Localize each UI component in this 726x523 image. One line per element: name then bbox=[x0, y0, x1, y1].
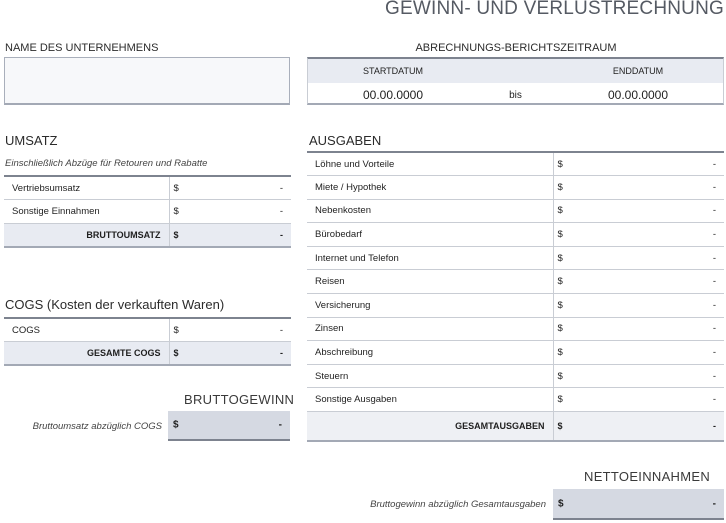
table-row bbox=[307, 294, 724, 318]
total-row bbox=[4, 223, 291, 247]
currency-symbol: $ bbox=[557, 394, 563, 406]
currency-symbol: $ bbox=[173, 324, 179, 336]
amount-value: - bbox=[279, 205, 283, 217]
row-amount-cell[interactable] bbox=[169, 318, 291, 342]
row-label: Versicherung bbox=[307, 294, 553, 318]
table-row bbox=[307, 246, 724, 270]
row-label: COGS bbox=[4, 318, 169, 342]
period-header-row bbox=[308, 59, 723, 83]
currency-symbol: $ bbox=[557, 252, 563, 264]
table-row bbox=[307, 270, 724, 294]
total-label: GESAMTE COGS bbox=[4, 342, 169, 366]
currency-symbol: $ bbox=[557, 370, 563, 382]
table-row bbox=[4, 318, 291, 342]
row-label: Sonstige Ausgaben bbox=[307, 388, 553, 412]
table-row bbox=[307, 317, 724, 341]
row-amount-cell[interactable] bbox=[553, 341, 724, 365]
amount-value: - bbox=[712, 252, 716, 264]
start-date-label: STARTDATUM bbox=[363, 66, 423, 76]
currency-symbol: $ bbox=[173, 182, 179, 194]
amount-value: - bbox=[713, 420, 716, 431]
currency-symbol: $ bbox=[173, 229, 179, 240]
amount-value: - bbox=[279, 182, 283, 194]
currency-symbol: $ bbox=[173, 419, 179, 431]
amount-value: - bbox=[712, 229, 716, 241]
expenses-table bbox=[307, 151, 724, 442]
gross-profit-value: - bbox=[278, 419, 282, 431]
total-label: GESAMTAUSGABEN bbox=[307, 412, 553, 441]
page-title: GEWINN- UND VERLUSTRECHNUNG bbox=[385, 0, 724, 19]
amount-value: - bbox=[712, 370, 716, 382]
row-amount-cell[interactable] bbox=[553, 246, 724, 270]
total-row bbox=[4, 342, 291, 366]
company-name-label: NAME DES UNTERNEHMENS bbox=[5, 42, 159, 54]
gross-profit-heading: BRUTTOGEWINN bbox=[184, 392, 295, 407]
net-income-note: Bruttogewinn abzüglich Gesamtausgaben bbox=[370, 499, 546, 510]
row-label: Sonstige Einnahmen bbox=[4, 200, 169, 224]
net-income-box bbox=[553, 489, 724, 520]
amount-value: - bbox=[712, 181, 716, 193]
amount-value: - bbox=[712, 158, 716, 170]
amount-value: - bbox=[280, 348, 283, 359]
currency-symbol: $ bbox=[557, 205, 563, 217]
currency-symbol: $ bbox=[557, 323, 563, 335]
amount-value: - bbox=[279, 324, 283, 336]
amount-value: - bbox=[712, 299, 716, 311]
currency-symbol: $ bbox=[557, 299, 563, 311]
end-date-input[interactable]: 00.00.0000 bbox=[607, 88, 669, 102]
row-label: Reisen bbox=[307, 270, 553, 294]
row-amount-cell[interactable] bbox=[553, 364, 724, 388]
table-row bbox=[307, 199, 724, 223]
row-label: Vertriebsumsatz bbox=[4, 176, 169, 200]
currency-symbol: $ bbox=[558, 498, 564, 509]
currency-symbol: $ bbox=[557, 229, 563, 241]
table-row bbox=[4, 176, 291, 200]
net-income-heading: NETTOEINNAHMEN bbox=[584, 469, 711, 484]
amount-value: - bbox=[712, 323, 716, 335]
currency-symbol: $ bbox=[557, 420, 563, 431]
table-row bbox=[307, 152, 724, 176]
row-amount-cell[interactable] bbox=[553, 152, 724, 176]
table-row bbox=[4, 200, 291, 224]
amount-value: - bbox=[712, 205, 716, 217]
currency-symbol: $ bbox=[173, 205, 179, 217]
amount-value: - bbox=[712, 347, 716, 359]
row-label: Internet und Telefon bbox=[307, 246, 553, 270]
amount-value: - bbox=[280, 229, 283, 240]
row-label: Steuern bbox=[307, 364, 553, 388]
currency-symbol: $ bbox=[557, 181, 563, 193]
period-panel bbox=[307, 57, 724, 105]
table-row bbox=[307, 341, 724, 365]
start-date-input[interactable]: 00.00.0000 bbox=[362, 88, 424, 102]
period-label: ABRECHNUNGS-BERICHTSZEITRAUM bbox=[415, 42, 617, 54]
row-label: Zinsen bbox=[307, 317, 553, 341]
row-amount-cell[interactable] bbox=[169, 176, 291, 200]
row-label: Bürobedarf bbox=[307, 223, 553, 247]
gross-profit-box bbox=[168, 411, 290, 441]
revenue-note: Einschließlich Abzüge für Retouren und Rabatte bbox=[5, 158, 208, 169]
row-amount-cell[interactable] bbox=[553, 176, 724, 200]
row-amount-cell[interactable] bbox=[553, 388, 724, 412]
currency-symbol: $ bbox=[557, 347, 563, 359]
row-amount-cell[interactable] bbox=[553, 199, 724, 223]
revenue-heading: UMSATZ bbox=[5, 133, 58, 148]
row-amount-cell[interactable] bbox=[553, 317, 724, 341]
table-row bbox=[307, 223, 724, 247]
total-row bbox=[307, 412, 724, 441]
table-row bbox=[307, 176, 724, 200]
table-row bbox=[307, 388, 724, 412]
row-amount-cell[interactable] bbox=[169, 200, 291, 224]
gross-profit-note: Bruttoumsatz abzüglich COGS bbox=[32, 421, 162, 432]
total-amount-cell bbox=[553, 412, 724, 441]
revenue-table bbox=[4, 175, 291, 248]
net-income-value: - bbox=[712, 498, 716, 509]
row-label: Abschreibung bbox=[307, 341, 553, 365]
row-amount-cell[interactable] bbox=[553, 270, 724, 294]
row-label: Nebenkosten bbox=[307, 199, 553, 223]
row-label: Löhne und Vorteile bbox=[307, 152, 553, 176]
row-amount-cell[interactable] bbox=[553, 294, 724, 318]
total-amount-cell bbox=[169, 223, 291, 247]
end-date-label: ENDDATUM bbox=[612, 66, 664, 76]
row-amount-cell[interactable] bbox=[553, 223, 724, 247]
table-row bbox=[307, 364, 724, 388]
row-label: Miete / Hypothek bbox=[307, 176, 553, 200]
cogs-heading: COGS (Kosten der verkauften Waren) bbox=[5, 297, 225, 312]
currency-symbol: $ bbox=[173, 348, 179, 359]
amount-value: - bbox=[712, 394, 716, 406]
cogs-table bbox=[4, 317, 291, 366]
period-separator: bis bbox=[509, 90, 522, 101]
currency-symbol: $ bbox=[557, 158, 563, 170]
total-label: BRUTTOUMSATZ bbox=[4, 223, 169, 247]
company-name-input[interactable] bbox=[4, 57, 290, 105]
expenses-heading: AUSGABEN bbox=[309, 133, 382, 148]
amount-value: - bbox=[712, 276, 716, 288]
currency-symbol: $ bbox=[557, 276, 563, 288]
total-amount-cell bbox=[169, 342, 291, 366]
